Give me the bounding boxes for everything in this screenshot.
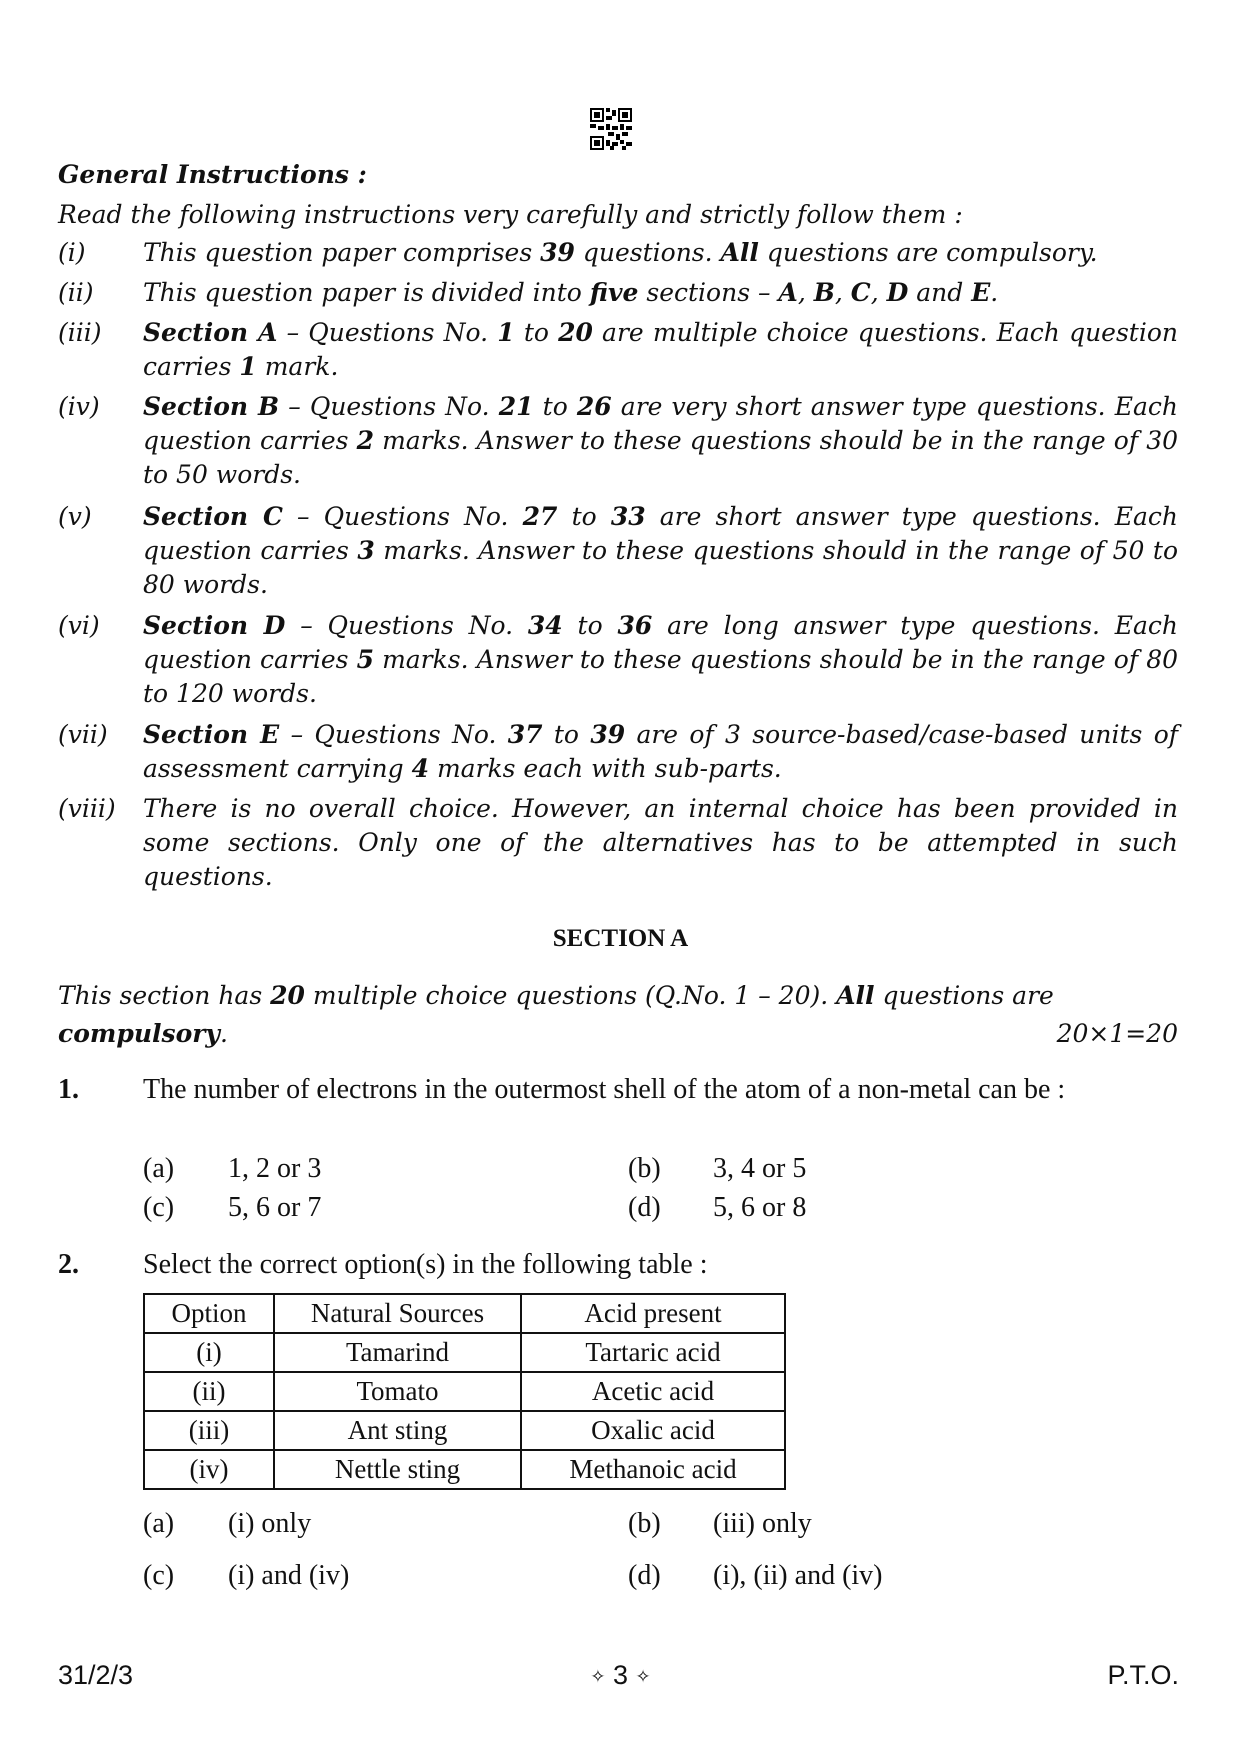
section-intro-text [58,981,1054,1048]
option-d[interactable] [628,1560,883,1592]
table-cell: Tomato [274,1372,521,1411]
page-number [0,1660,1241,1691]
bold-text: 3 [357,536,375,565]
instruction-item [58,276,1178,310]
bold-text: 2 [356,426,374,455]
diamond-icon: ✧ [635,1666,651,1687]
bold-text: 20 [558,318,593,347]
instruction-number: (iii) [58,318,102,347]
instruction-item [58,316,1178,384]
bold-text: 34 [527,611,563,640]
option-text: 5, 6 or 8 [713,1192,807,1223]
instruction-item [58,236,1178,270]
option-text: (iii) only [713,1508,812,1539]
bold-text: D [886,278,909,307]
instruction-text [143,792,1178,894]
text-run: are multiple choice questions. Each question carries [143,318,1178,381]
text-run: marks. Answer to these questions should be in the range of 30 to 50 words. [143,426,1179,489]
bold-text: 33 [610,502,646,531]
bold-text: A [778,278,798,307]
option-label: (c) [143,1192,175,1223]
bold-text: 39 [590,720,626,749]
option-c[interactable] [143,1560,349,1592]
text-run: marks. Answer to these questions should in the range of 50 to 80 words. [143,536,1179,599]
text-run: are long answer type questions. Each question carries [143,611,1178,674]
table-cell: Tartaric acid [521,1333,785,1372]
bold-text: 1 [239,352,257,381]
text-run: to [542,720,591,749]
instruction-item [58,390,1178,492]
bold-text: five [589,278,639,307]
bold-text: Section E [143,720,280,749]
text-run: , [834,278,851,307]
bold-text: B [813,278,835,307]
table-row [144,1333,785,1372]
text-run: . [219,1019,228,1048]
question-1 [58,1070,1178,1110]
instruction-text [143,500,1178,602]
table-cell: Oxalic acid [521,1411,785,1450]
table-cell: Tamarind [274,1333,521,1372]
option-label: (d) [628,1192,661,1223]
text-run: . [990,278,999,307]
text-run: multiple choice questions (Q.No. 1 – 20). [304,981,837,1010]
text-run: – Questions No. [282,502,523,531]
instruction-text [143,609,1178,711]
bold-text: 5 [356,645,374,674]
instruction-number: (v) [58,502,92,531]
question-text: The number of electrons in the outermost shell of the atom of a non-metal can be : [143,1074,1066,1105]
table-cell: (i) [144,1333,274,1372]
option-label: (d) [628,1560,661,1591]
bold-text: 36 [617,611,653,640]
option-label: (b) [628,1508,661,1539]
bold-text: C [850,278,871,307]
option-label: (a) [143,1153,175,1184]
qr-code-icon [590,108,632,150]
text-run: – Questions No. [277,318,498,347]
instruction-number: (ii) [58,278,94,307]
text-run: to [557,502,611,531]
text-run: are of 3 source-based/case-based units of assessment carrying [143,720,1178,783]
option-a[interactable] [143,1153,321,1185]
general-instructions-title: General Instructions : [58,160,367,189]
table-cell: Methanoic acid [521,1450,785,1489]
instruction-number: (iv) [58,392,100,421]
text-run: , [797,278,814,307]
bold-text: 4 [411,754,429,783]
option-text: (i) and (iv) [228,1560,350,1591]
option-a[interactable] [143,1508,311,1540]
instruction-item [58,792,1178,894]
bold-text: compulsory [58,1019,220,1048]
text-run: to [533,392,577,421]
table-cell: Nettle sting [274,1450,521,1489]
bold-text: E [971,278,991,307]
option-b[interactable] [628,1153,806,1185]
table-cell: (iv) [144,1450,274,1489]
instruction-text [143,236,1178,270]
question-2 [58,1245,1178,1285]
text-run: questions. [574,238,721,267]
text-run: This question paper is divided into [143,278,590,307]
instruction-text [143,276,1178,310]
text-run: marks each with sub-parts. [429,754,782,783]
instruction-item [58,609,1178,711]
table-cell: (iii) [144,1411,274,1450]
bold-text: 26 [576,392,612,421]
instruction-number: (viii) [58,794,116,823]
option-text: 5, 6 or 7 [228,1192,322,1223]
option-label: (b) [628,1153,661,1184]
text-run: are short answer type questions. Each question carries [143,502,1178,565]
question-text: Select the correct option(s) in the following table : [143,1249,708,1280]
text-run: , [870,278,887,307]
text-run: to [562,611,618,640]
bold-text: All [836,981,875,1010]
option-label: (c) [143,1560,175,1591]
text-run: – Questions No. [285,611,528,640]
text-run: This question paper comprises [143,238,541,267]
question-number: 1. [58,1074,79,1105]
table-header-row [144,1294,785,1333]
bold-text: 1 [497,318,515,347]
instruction-item [58,500,1178,602]
instruction-text [143,316,1178,384]
text-run: and [908,278,972,307]
bold-text: 39 [540,238,575,267]
question-number: 2. [58,1249,79,1280]
instruction-number: (i) [58,238,86,267]
option-text: 1, 2 or 3 [228,1153,322,1184]
option-c[interactable] [143,1192,321,1224]
text-run: – Questions No. [279,392,499,421]
bold-text: 20 [270,981,305,1010]
bold-text: Section D [143,611,286,640]
option-text: (i), (ii) and (iv) [713,1560,883,1591]
text-run: – Questions No. [279,720,508,749]
page-number-value: 3 [612,1660,629,1690]
section-marks: 20×1=20 [1056,1019,1178,1048]
bold-text: Section C [143,502,283,531]
table-row [144,1450,785,1489]
pto-label: P.T.O. [1107,1660,1179,1690]
instruction-number: (vi) [58,611,100,640]
instruction-item [58,718,1178,786]
text-run: mark. [256,352,339,381]
diamond-icon: ✧ [590,1666,606,1687]
option-b[interactable] [628,1508,812,1540]
table-cell: (ii) [144,1372,274,1411]
text-run: are very short answer type questions. Each question carries [143,392,1179,455]
text-run: to [514,318,559,347]
bold-text: Section A [143,318,278,347]
option-label: (a) [143,1508,175,1539]
table-header-cell: Acid present [521,1294,785,1333]
text-run: questions are [874,981,1054,1010]
acid-sources-table [143,1293,786,1490]
table-header-cell: Natural Sources [274,1294,521,1333]
bold-text: 21 [498,392,534,421]
option-d[interactable] [628,1192,806,1224]
text-run: sections – [638,278,779,307]
option-text: 3, 4 or 5 [713,1153,807,1184]
instruction-number: (vii) [58,720,108,749]
text-run: There is no overall choice. However, an internal choice has been provided in some sections. Only one of the alternatives has to be attempted in such questions. [143,794,1178,891]
section-heading: SECTION A [552,925,689,952]
paper-code: 31/2/3 [58,1660,134,1690]
section-intro [58,977,1178,1053]
table-cell: Acetic acid [521,1372,785,1411]
option-text: (i) only [228,1508,312,1539]
table-header-cell: Option [144,1294,274,1333]
table-cell: Ant sting [274,1411,521,1450]
bold-text: Section B [143,392,280,421]
bold-text: 37 [507,720,543,749]
text-run: This section has [58,981,271,1010]
table-row [144,1372,785,1411]
general-instructions-intro: Read the following instructions very carefully and strictly follow them : [58,200,963,229]
instruction-text [143,390,1178,492]
text-run: marks. Answer to these questions should be in the range of 80 to 120 words. [143,645,1179,708]
text-run: questions are compulsory. [758,238,1098,267]
instruction-text [143,718,1178,786]
table-row [144,1411,785,1450]
bold-text: 27 [522,502,558,531]
bold-text: All [720,238,759,267]
